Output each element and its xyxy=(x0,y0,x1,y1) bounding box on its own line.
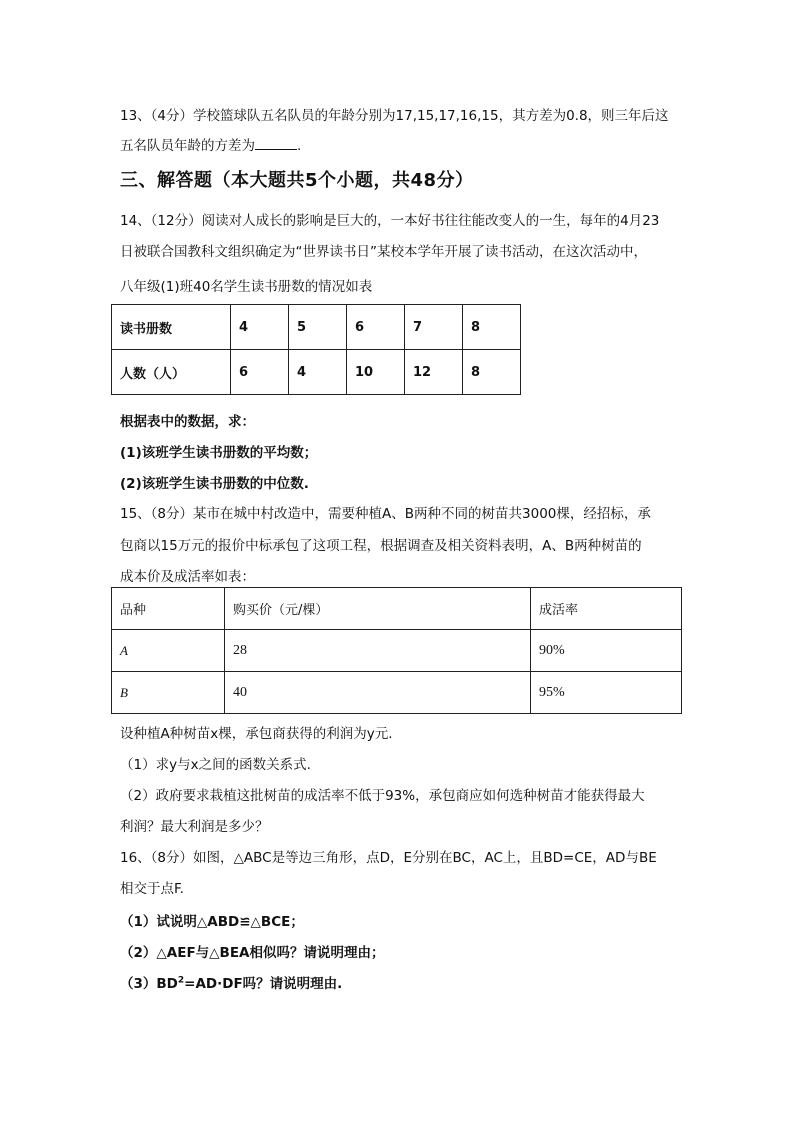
q16-sub3-text-end: =AD·DF吗？请说明理由. xyxy=(184,976,343,992)
table-cell: 10 xyxy=(347,350,405,395)
q14-after: 根据表中的数据，求： xyxy=(120,414,255,430)
table-row xyxy=(112,630,682,672)
table-cell: 12 xyxy=(405,350,463,395)
q15-line2: 包商以15万元的报价中标承包了这项工程，根据调查及相关资料表明，A、B两种树苗的 xyxy=(120,538,642,554)
table-cell: 4 xyxy=(231,305,289,350)
q13-line2-text: 五名队员年龄的方差为 xyxy=(120,138,255,154)
table-row xyxy=(112,350,521,395)
table-header: 购买价（元/棵） xyxy=(225,588,531,630)
table-cell: 6 xyxy=(231,350,289,395)
q15-sub2-line1: （2）政府要求栽植这批树苗的成活率不低于93%，承包商应如何选种树苗才能获得最大 xyxy=(120,788,645,804)
q16-sub3-text: （3）BD xyxy=(120,976,178,992)
q16-sub2: （2）△AEF与△BEA相似吗？请说明理由； xyxy=(120,945,385,961)
table-cell: 90% xyxy=(531,630,682,672)
q16-line2: 相交于点F. xyxy=(120,881,184,897)
q15-sub2-line2: 利润？最大利润是多少？ xyxy=(120,819,269,835)
superscript: 2 xyxy=(177,975,185,986)
q15-sub1: （1）求y与x之间的函数关系式. xyxy=(120,757,311,773)
q13-line2-end: . xyxy=(297,138,302,154)
q16-sub3 xyxy=(120,972,342,992)
q13-line1: 13、（4分）学校篮球队五名队员的年龄分别为17,15,17,16,15，其方差为0.8，则三年后这 xyxy=(120,108,669,124)
table-cell: 8 xyxy=(463,305,521,350)
q14-sub2: (2)该班学生读书册数的中位数. xyxy=(120,476,309,492)
q15-after: 设种植A种树苗x棵，承包商获得的利润为y元. xyxy=(120,726,393,742)
q13-line2 xyxy=(120,134,301,154)
q16-line1: 16、（8分）如图，△ABC是等边三角形，点D，E分别在BC，AC上，且BD=CE，AD与BE xyxy=(120,850,657,866)
q14-line3: 八年级(1)班40名学生读书册数的情况如表 xyxy=(120,279,373,295)
table-cell: 28 xyxy=(225,630,531,672)
seedling-table xyxy=(111,587,682,714)
q14-sub1: (1)该班学生读书册数的平均数； xyxy=(120,445,318,461)
q14-line2: 日被联合国教科文组织确定为“世界读书日”某校本学年开展了读书活动，在这次活动中， xyxy=(120,244,647,260)
table-cell: 4 xyxy=(289,350,347,395)
table-cell: A xyxy=(112,630,225,672)
reading-table xyxy=(111,304,521,395)
table-cell: 5 xyxy=(289,305,347,350)
table-cell: 读书册数 xyxy=(112,305,231,350)
table-header: 品种 xyxy=(112,588,225,630)
section-title: 三、解答题（本大题共5个小题，共48分） xyxy=(120,170,474,191)
q16-sub1: （1）试说明△ABD≌△BCE； xyxy=(120,914,304,930)
q14-line1: 14、（12分）阅读对人成长的影响是巨大的，一本好书往往能改变人的一生，每年的4月23 xyxy=(120,213,660,229)
q15-line3: 成本价及成活率如表： xyxy=(120,569,255,585)
table-header: 成活率 xyxy=(531,588,682,630)
table-cell: B xyxy=(112,672,225,714)
answer-blank xyxy=(255,137,297,150)
table-cell: 6 xyxy=(347,305,405,350)
table-cell: 40 xyxy=(225,672,531,714)
table-row xyxy=(112,305,521,350)
q15-line1: 15、（8分）某市在城中村改造中，需要种植A、B两种不同的树苗共3000棵，经招标，承 xyxy=(120,506,651,522)
table-cell: 8 xyxy=(463,350,521,395)
table-row xyxy=(112,672,682,714)
table-cell: 人数（人） xyxy=(112,350,231,395)
table-cell: 95% xyxy=(531,672,682,714)
table-cell: 7 xyxy=(405,305,463,350)
table-row xyxy=(112,588,682,630)
